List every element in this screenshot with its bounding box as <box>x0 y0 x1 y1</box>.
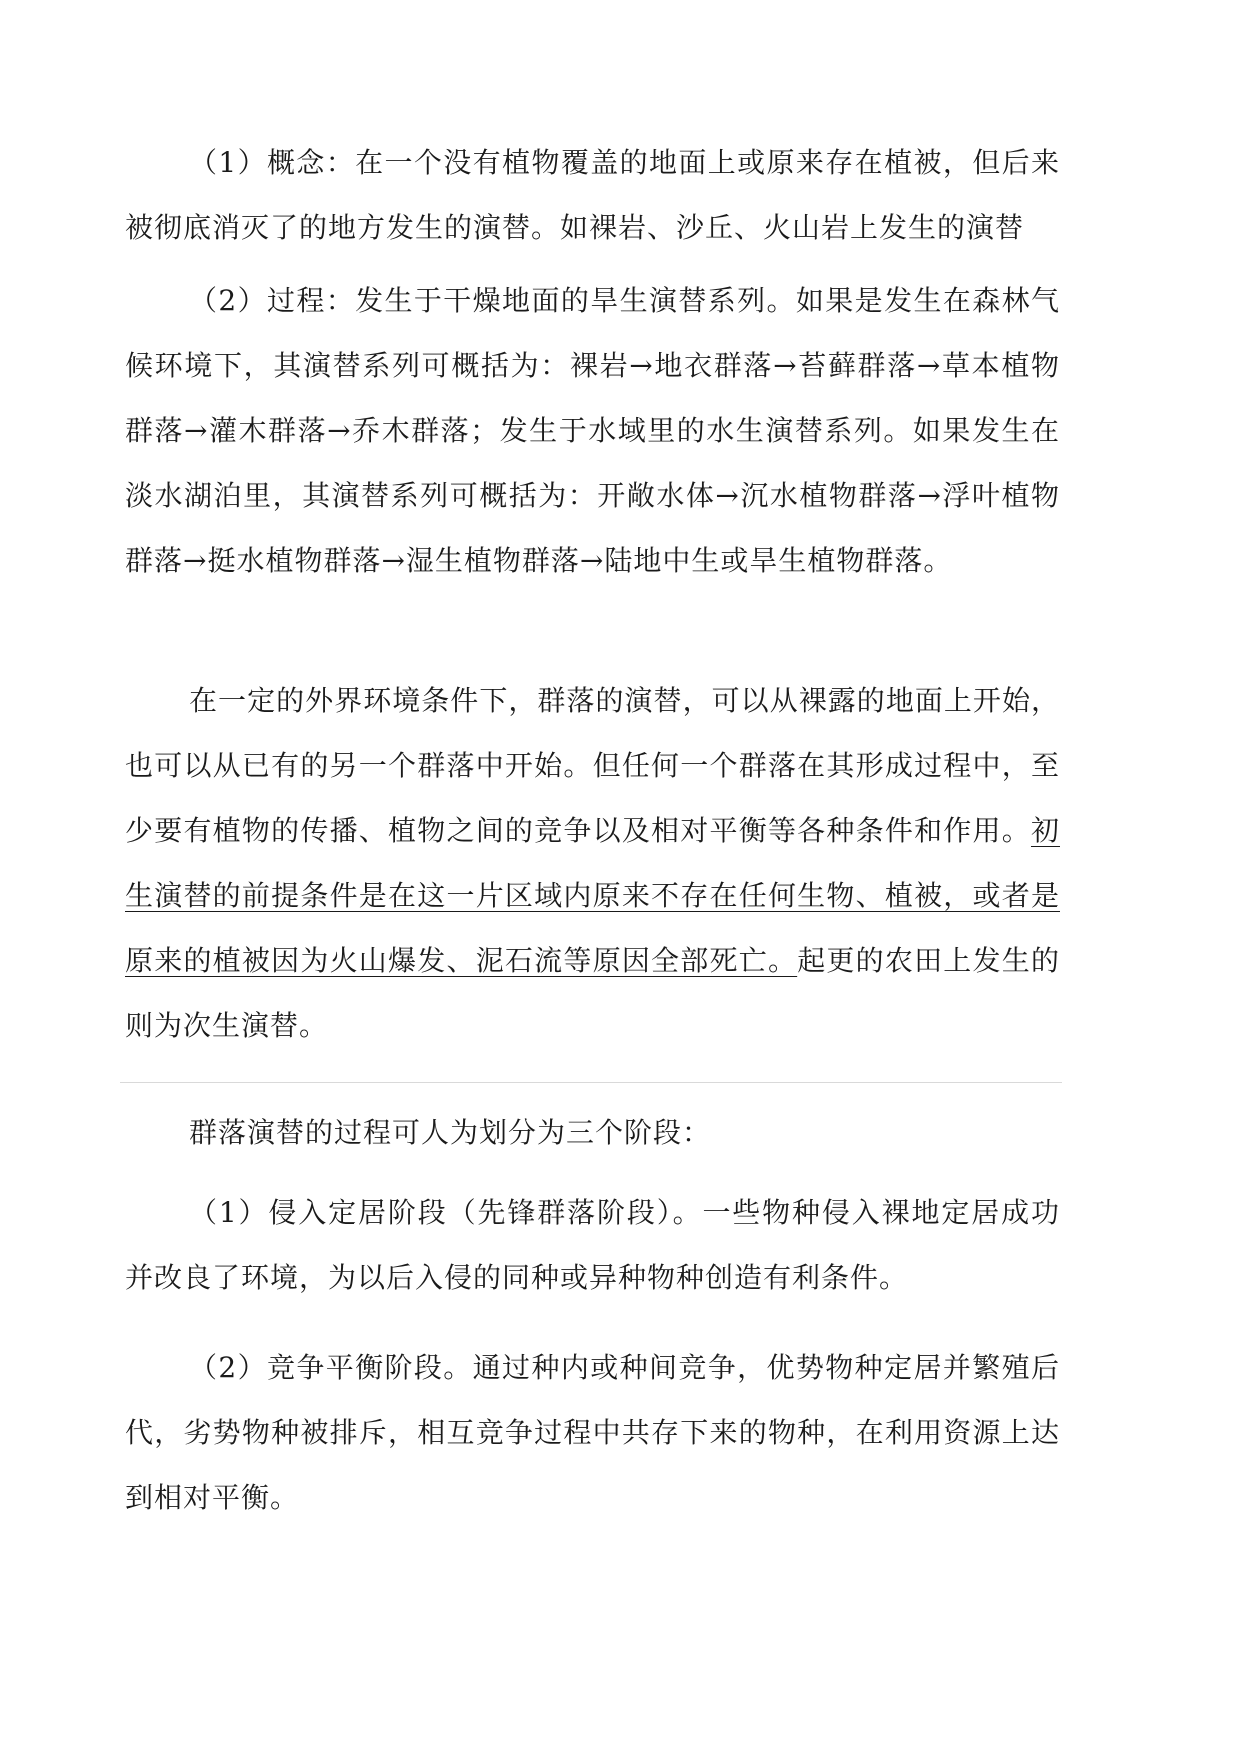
succession-intro-text: 在一定的外界环境条件下，群落的演替，可以从裸露的地面上开始，也可以从已有的另一个群落中开始。但任何一个群落在其形成过程中，至少要有植物的传播、植物之间的竞争以及相对平衡等各种条件和作用。 <box>125 684 1060 847</box>
stage2-paragraph: （2）竞争平衡阶段。通过种内或种间竞争，优势物种定居并繁殖后代，劣势物种被排斥，相互竞争过程中共存下来的物种，在利用资源上达到相对平衡。 <box>125 1351 1060 1514</box>
secondary-succession-text: 起更的农田上发生的则为次生演替。 <box>125 944 1060 1042</box>
stage1-paragraph: （1）侵入定居阶段（先锋群落阶段）。一些物种侵入裸地定居成功并改良了环境，为以后入侵的同种或异种物种创造有利条件。 <box>125 1196 1060 1294</box>
primary-succession-underlined-text: 初生演替的前提条件是在这一片区域内原来不存在任何生物、植被，或者是原来的植被因为火山爆发、泥石流等原因全部死亡。 <box>125 814 1060 977</box>
process-paragraph: （2）过程：发生于干燥地面的旱生演替系列。如果是发生在森林气候环境下，其演替系列可概括为：裸岩→地衣群落→苔藓群落→草本植物群落→灌木群落→乔木群落；发生于水域里的水生演替系列。如果发生在淡水湖泊里，其演替系列可概括为：开敞水体→沉水植物群落→浮叶植物群落→挺水植物群落→湿生植物群落→陆地中生或旱生植物群落。 <box>125 284 1060 577</box>
concept-paragraph: （1）概念：在一个没有植物覆盖的地面上或原来存在植被，但后来被彻底消灭了的地方发生的演替。如裸岩、沙丘、火山岩上发生的演替 <box>125 146 1060 244</box>
section-divider <box>120 1082 1062 1083</box>
stages-heading: 群落演替的过程可人为划分为三个阶段： <box>189 1116 712 1149</box>
succession-paragraph <box>125 668 1060 1058</box>
